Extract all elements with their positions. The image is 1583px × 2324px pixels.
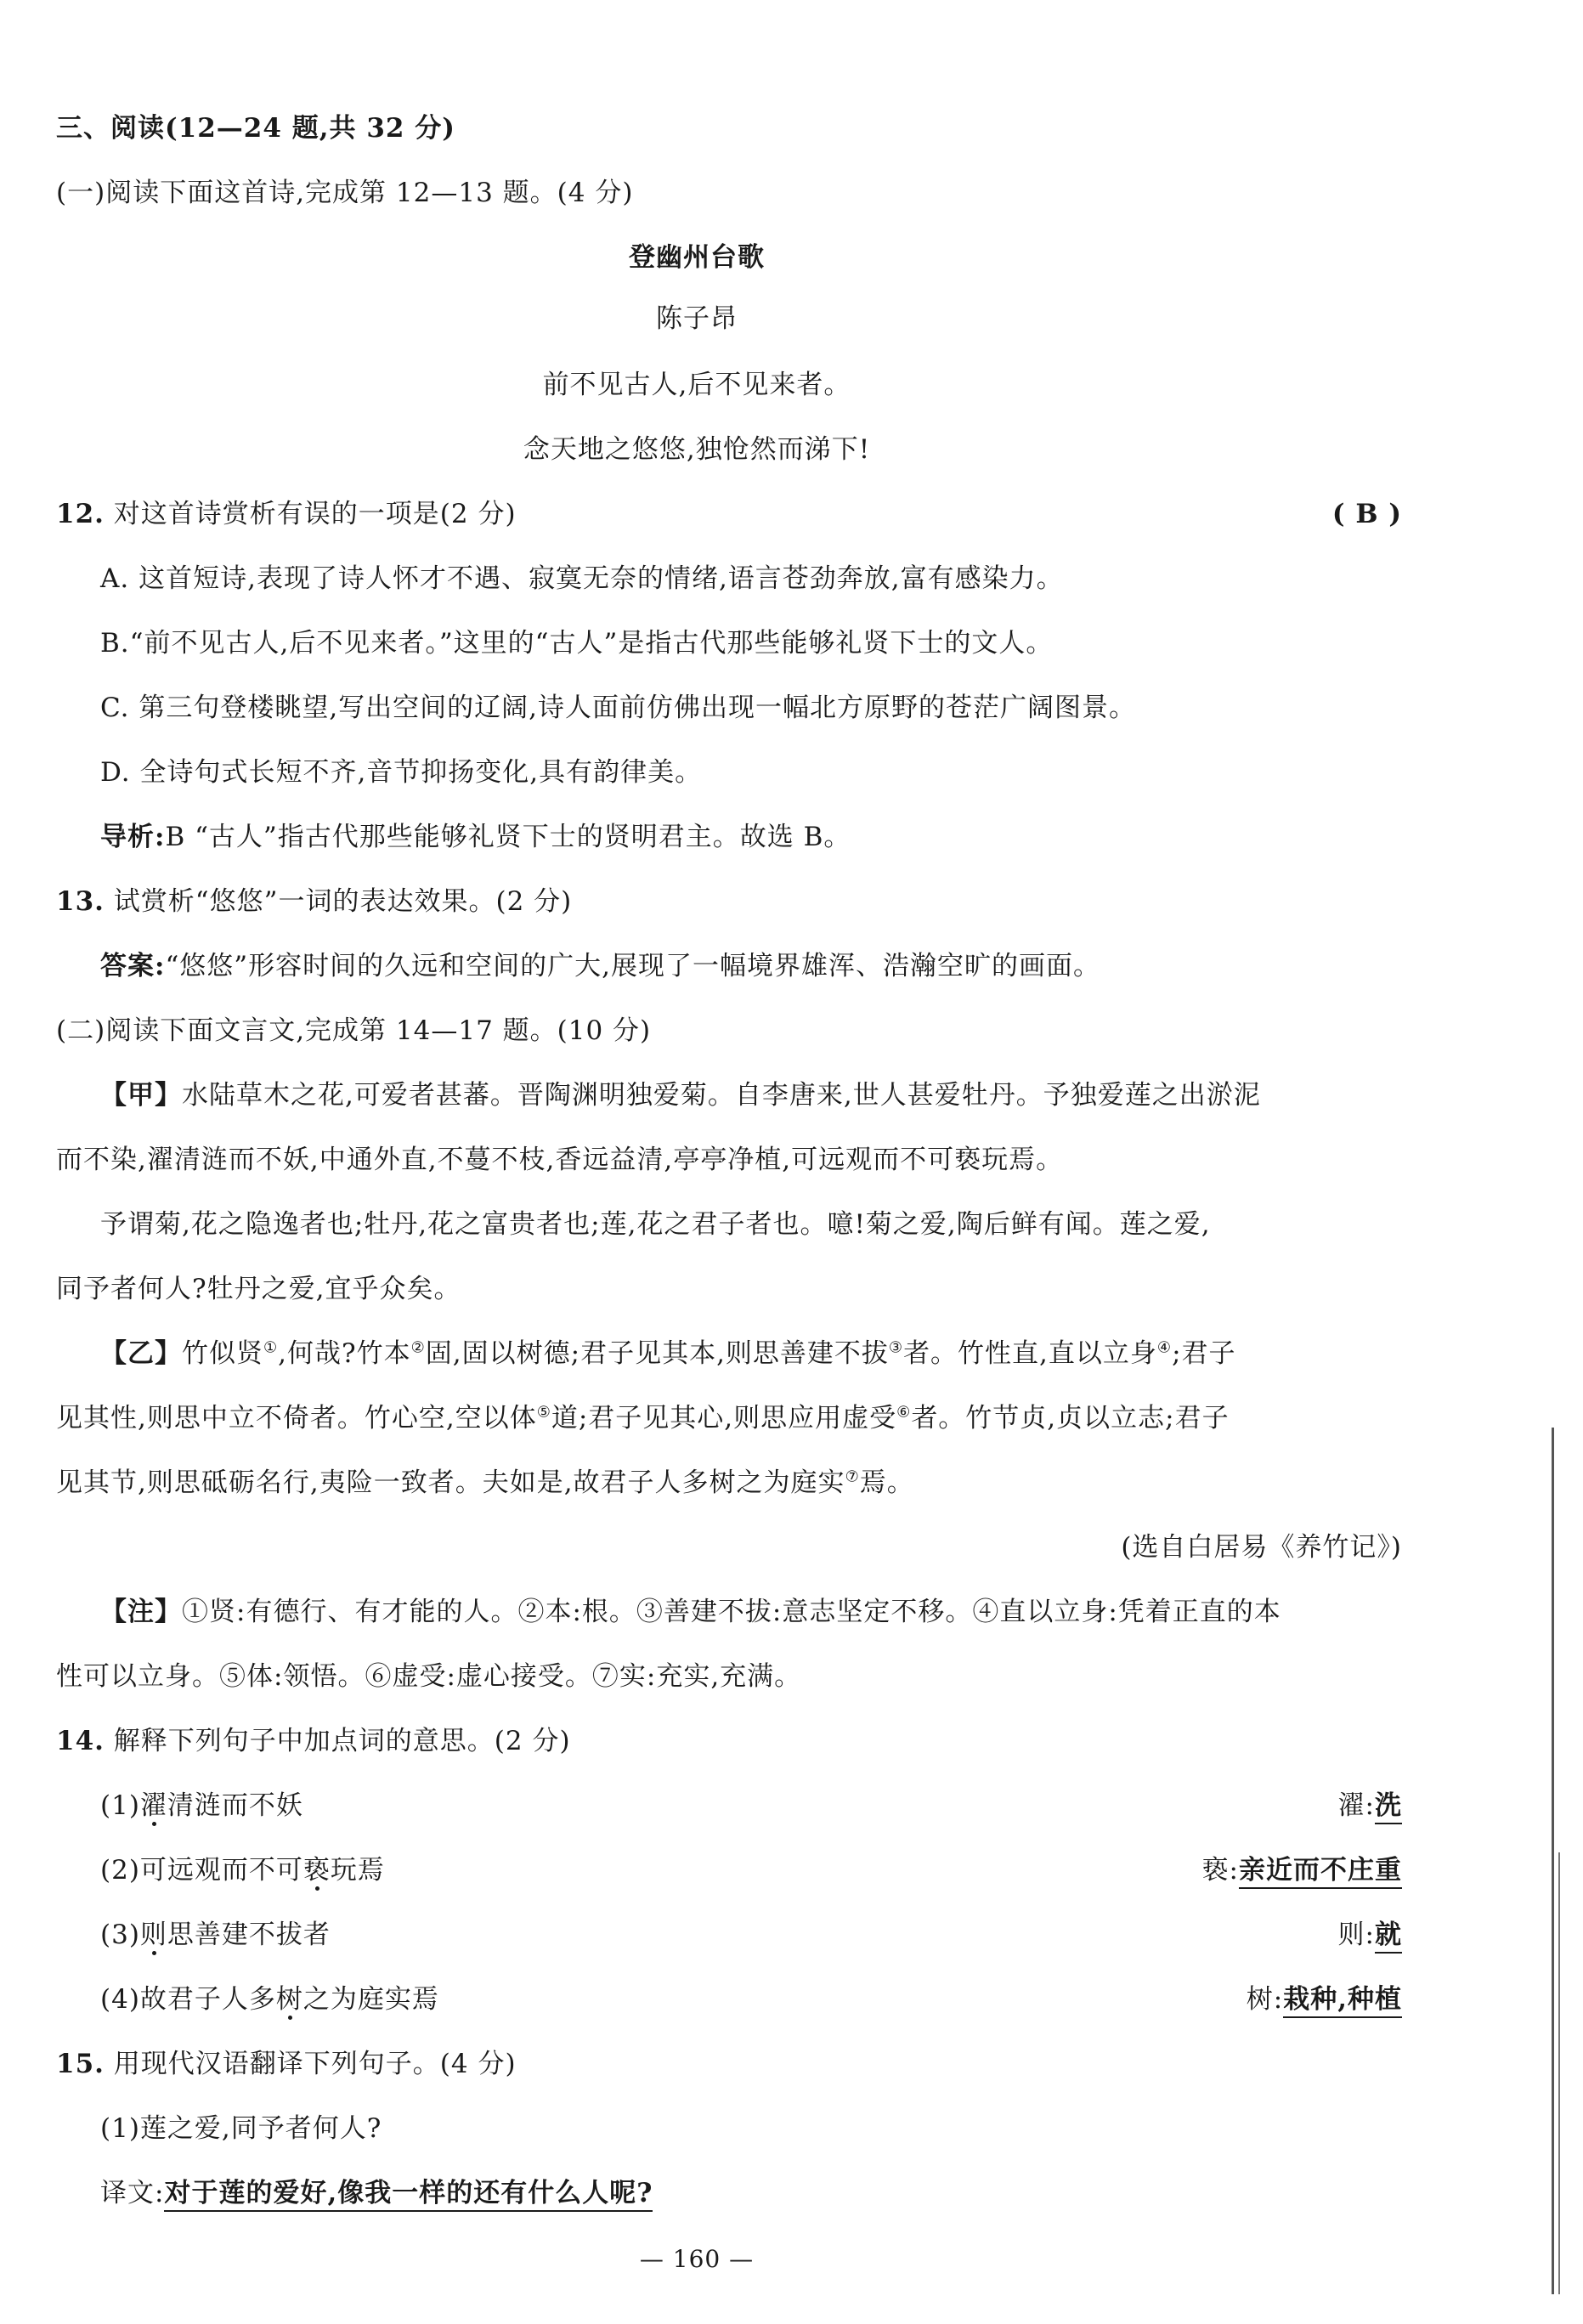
dotted-word: 亵 — [302, 1855, 331, 1886]
option-b: B.“前不见古人,后不见来者。”这里的“古人”是指古代那些能够礼贤下士的文人。 — [100, 628, 1054, 659]
answer-label: 答案: — [100, 951, 166, 981]
section-title: 三、阅读(12—24 题,共 32 分) — [56, 113, 455, 144]
passage-text: 竹似贤 — [182, 1338, 263, 1369]
item-text: (4)故君子人多 — [100, 1984, 276, 2015]
passage-yi-line-1 — [100, 1334, 1236, 1373]
translation-text: 对于莲的爱好,像我一样的还有什么人呢? — [164, 2178, 653, 2212]
passage-jia-line-1 — [100, 1076, 1261, 1115]
passage-jia-label: 【甲】 — [100, 1080, 182, 1111]
footnote-marker: ② — [410, 1338, 426, 1357]
footnote-marker: ① — [263, 1338, 279, 1357]
q15-translation-1 — [100, 2174, 653, 2213]
question-13 — [56, 882, 572, 921]
question-14 — [56, 1722, 571, 1761]
option-c: C. 第三句登楼眺望,写出空间的辽阔,诗人面前仿佛出现一幅北方原野的苍茫广阔图景。 — [100, 693, 1137, 723]
analysis-text: B “古人”指古代那些能够礼贤下士的贤明君主。故选 B。 — [165, 822, 851, 852]
page-number: — 160 — — [639, 2245, 755, 2273]
passage-text: 者。竹节贞,贞以立志;君子 — [911, 1403, 1230, 1433]
q14-answer-4 — [1020, 1980, 1402, 2019]
q14-answer-1 — [1020, 1786, 1402, 1825]
q14-item-1 — [100, 1786, 303, 1825]
passage-source: (选自白居易《养竹记》) — [1121, 1532, 1402, 1563]
answer-text: 就 — [1375, 1920, 1402, 1954]
q14-item-4 — [100, 1980, 439, 2019]
poem-title: 登幽州台歌 — [629, 242, 765, 273]
analysis — [100, 817, 851, 857]
answer-word: 则: — [1337, 1920, 1375, 1950]
passage-jia-line-4: 同予者何人?牡丹之爱,宜乎众矣。 — [56, 1274, 461, 1304]
scan-edge-line — [1558, 1852, 1560, 2294]
question-12 — [56, 495, 517, 534]
dotted-word: 则 — [139, 1920, 167, 1950]
footnote-marker: ⑤ — [536, 1403, 551, 1422]
footnote-marker: ⑥ — [896, 1403, 912, 1422]
footnote-marker: ⑦ — [845, 1467, 860, 1486]
answer-text: 洗 — [1375, 1790, 1402, 1824]
question-number: 15. — [56, 2049, 105, 2079]
passage-yi-label: 【乙】 — [100, 1338, 182, 1369]
item-text: (2)可远观而不可 — [100, 1855, 303, 1886]
notes-label: 【注】 — [100, 1597, 182, 1627]
question-number: 13. — [56, 886, 105, 917]
option-a: A. 这首短诗,表现了诗人怀才不遇、寂寞无奈的情绪,语言苍劲奔放,富有感染力。 — [100, 563, 1064, 594]
scan-edge-line — [1552, 1428, 1554, 2294]
passage-text: ;君子 — [1172, 1338, 1236, 1369]
question-number: 12. — [56, 499, 105, 529]
footnote-marker: ③ — [888, 1338, 904, 1357]
part2-intro: (二)阅读下面文言文,完成第 14—17 题。(10 分) — [56, 1015, 652, 1046]
item-text: 清涟而不妖 — [167, 1790, 303, 1821]
passage-text: 道;君子见其心,则思应用虚受 — [551, 1403, 897, 1433]
answer-word: 亵: — [1201, 1855, 1239, 1886]
part1-intro: (一)阅读下面这首诗,完成第 12—13 题。(4 分) — [56, 178, 634, 208]
passage-text: 焉。 — [859, 1467, 914, 1498]
poem-author: 陈子昂 — [656, 303, 738, 334]
footnote-marker: ④ — [1156, 1338, 1173, 1357]
translation-label: 译文: — [100, 2178, 165, 2208]
passage-text: 者。竹性直,直以立身 — [903, 1338, 1157, 1369]
notes-text: ①贤:有德行、有才能的人。②本:根。③善建不拔:意志坚定不移。④直以立身:凭着正直的本 — [182, 1597, 1281, 1627]
analysis-label: 导析: — [100, 822, 166, 852]
question-15 — [56, 2044, 517, 2084]
item-text: (1) — [100, 1790, 140, 1821]
answer-word: 濯: — [1337, 1790, 1375, 1821]
item-text: 之为庭实焉 — [302, 1984, 439, 2015]
notes-line-1 — [100, 1592, 1281, 1631]
poem-line-2: 念天地之悠悠,独怆然而涕下! — [523, 434, 871, 465]
answer-text: “悠悠”形容时间的久远和空间的广大,展现了一幅境界雄浑、浩瀚空旷的画面。 — [165, 951, 1100, 981]
dotted-word: 濯 — [139, 1790, 167, 1821]
q15-sentence-1: (1)莲之爱,同予者何人? — [100, 2113, 382, 2144]
passage-text: 见其节,则思砥砺名行,夷险一致者。夫如是,故君子人多树之为庭实 — [56, 1467, 845, 1498]
item-text: 思善建不拔者 — [167, 1920, 331, 1950]
q14-answer-3 — [1020, 1915, 1402, 1954]
answer-13 — [100, 947, 1100, 986]
q14-answer-2 — [1020, 1851, 1402, 1890]
passage-text: ,何哉?竹本 — [278, 1338, 411, 1369]
passage-jia-line-3: 予谓菊,花之隐逸者也;牡丹,花之富贵者也;莲,花之君子者也。噫!菊之爱,陶后鲜有闻。莲之爱, — [100, 1209, 1211, 1240]
passage-text: 见其性,则思中立不倚者。竹心空,空以体 — [56, 1403, 537, 1433]
answer-word: 树: — [1246, 1984, 1284, 2015]
option-d: D. 全诗句式长短不齐,音节抑扬变化,具有韵律美。 — [100, 757, 703, 788]
question-text: 试赏析“悠悠”一词的表达效果。(2 分) — [113, 886, 573, 917]
passage-text: 固,固以树德;君子见其本,则思善建不拔 — [425, 1338, 889, 1369]
question-text: 解释下列句子中加点词的意思。(2 分) — [113, 1726, 571, 1756]
passage-yi-line-3 — [56, 1463, 914, 1502]
dotted-word: 树 — [275, 1984, 303, 2015]
answer-text: 亲近而不庄重 — [1239, 1855, 1402, 1889]
question-text: 对这首诗赏析有误的一项是(2 分) — [113, 499, 517, 529]
question-text: 用现代汉语翻译下列句子。(4 分) — [113, 2049, 517, 2079]
answer-text: 栽种,种植 — [1283, 1984, 1402, 2018]
item-text: 玩焉 — [330, 1855, 385, 1886]
passage-text: 水陆草木之花,可爱者甚蕃。晋陶渊明独爱菊。自李唐来,世人甚爱牡丹。予独爱莲之出淤泥 — [182, 1080, 1261, 1111]
answer-bracket: ( B ) — [1331, 499, 1402, 529]
q14-item-3 — [100, 1915, 331, 1954]
passage-yi-line-2 — [56, 1399, 1230, 1438]
notes-line-2: 性可以立身。⑤体:领悟。⑥虚受:虚心接受。⑦实:充实,充满。 — [56, 1661, 802, 1692]
item-text: (3) — [100, 1920, 140, 1950]
q14-item-2 — [100, 1851, 385, 1890]
question-number: 14. — [56, 1726, 105, 1756]
poem-line-1: 前不见古人,后不见来者。 — [542, 370, 851, 400]
passage-jia-line-2: 而不染,濯清涟而不妖,中通外直,不蔓不枝,香远益清,亭亭净植,可远观而不可亵玩焉。 — [56, 1145, 1064, 1175]
